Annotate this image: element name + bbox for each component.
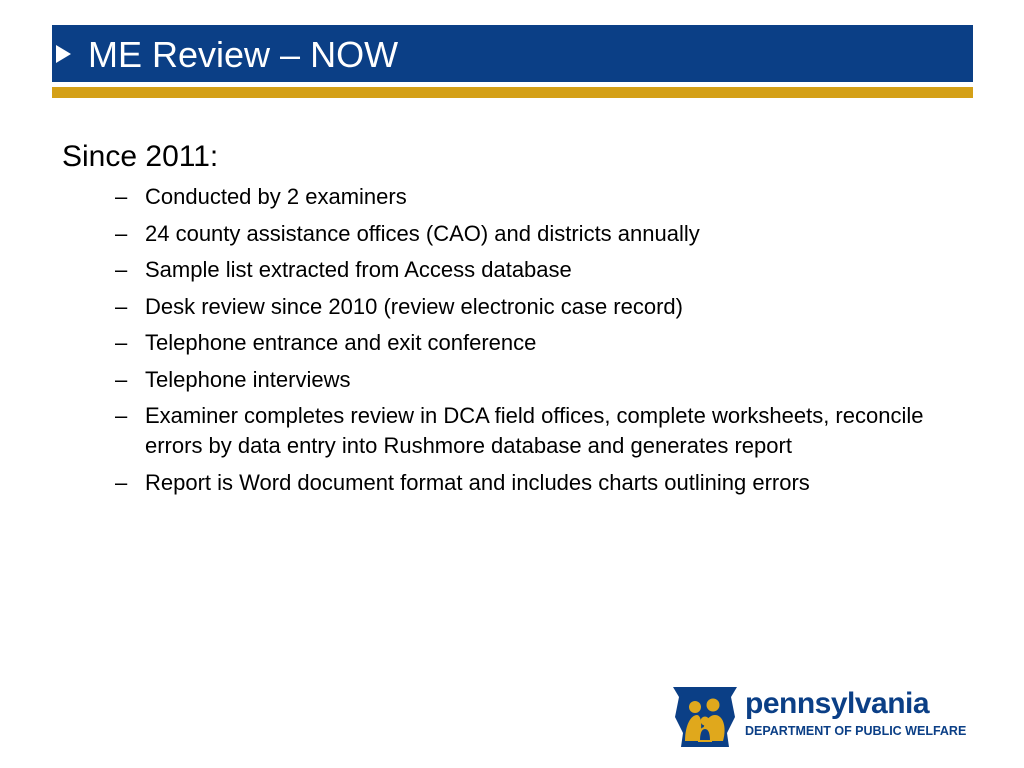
bullet-item <box>62 401 960 461</box>
dash-marker: – <box>115 293 128 319</box>
dash-marker: – <box>115 257 128 282</box>
title-underline-rule <box>52 87 973 98</box>
bullet-text: 24 county assistance offices (CAO) and districts annually <box>145 220 700 246</box>
title-bar <box>52 25 973 82</box>
slide-body <box>62 138 962 504</box>
bullet-list <box>62 182 962 498</box>
dash-marker: – <box>115 220 128 246</box>
bullet-text: Desk review since 2010 (review electronic case record) <box>145 293 683 319</box>
section-heading: Since 2011: <box>62 140 219 173</box>
keystone-family-icon <box>673 685 737 747</box>
dash-marker: – <box>115 330 128 355</box>
bullet-text: Sample list extracted from Access database <box>145 257 572 282</box>
bullet-item <box>62 219 960 249</box>
play-arrow-icon <box>56 45 71 63</box>
bullet-item <box>62 292 960 322</box>
dash-marker: – <box>115 469 128 495</box>
bullet-item <box>62 468 960 498</box>
slide-title: ME Review – NOW <box>88 34 399 75</box>
bullet-item <box>62 255 960 285</box>
dash-marker: – <box>115 366 128 392</box>
bullet-item <box>62 328 960 358</box>
dash-marker: – <box>115 403 128 428</box>
bullet-text: Telephone interviews <box>145 366 351 392</box>
logo-department: DEPARTMENT OF PUBLIC WELFARE <box>745 724 967 738</box>
bullet-text: Telephone entrance and exit conference <box>145 330 537 355</box>
bullet-text: Report is Word document format and includes charts outlining errors <box>145 469 810 495</box>
bullet-text: Examiner completes review in DCA field offices, complete worksheets, reconcile errors by data entry into Rushmore database and generates report <box>145 403 924 458</box>
dash-marker: – <box>115 184 128 209</box>
bullet-text: Conducted by 2 examiners <box>145 184 407 209</box>
logo-wordmark: pennsylvania <box>745 687 930 720</box>
bullet-item <box>62 365 960 395</box>
pa-dpw-logo <box>673 685 973 747</box>
bullet-item <box>62 182 960 212</box>
